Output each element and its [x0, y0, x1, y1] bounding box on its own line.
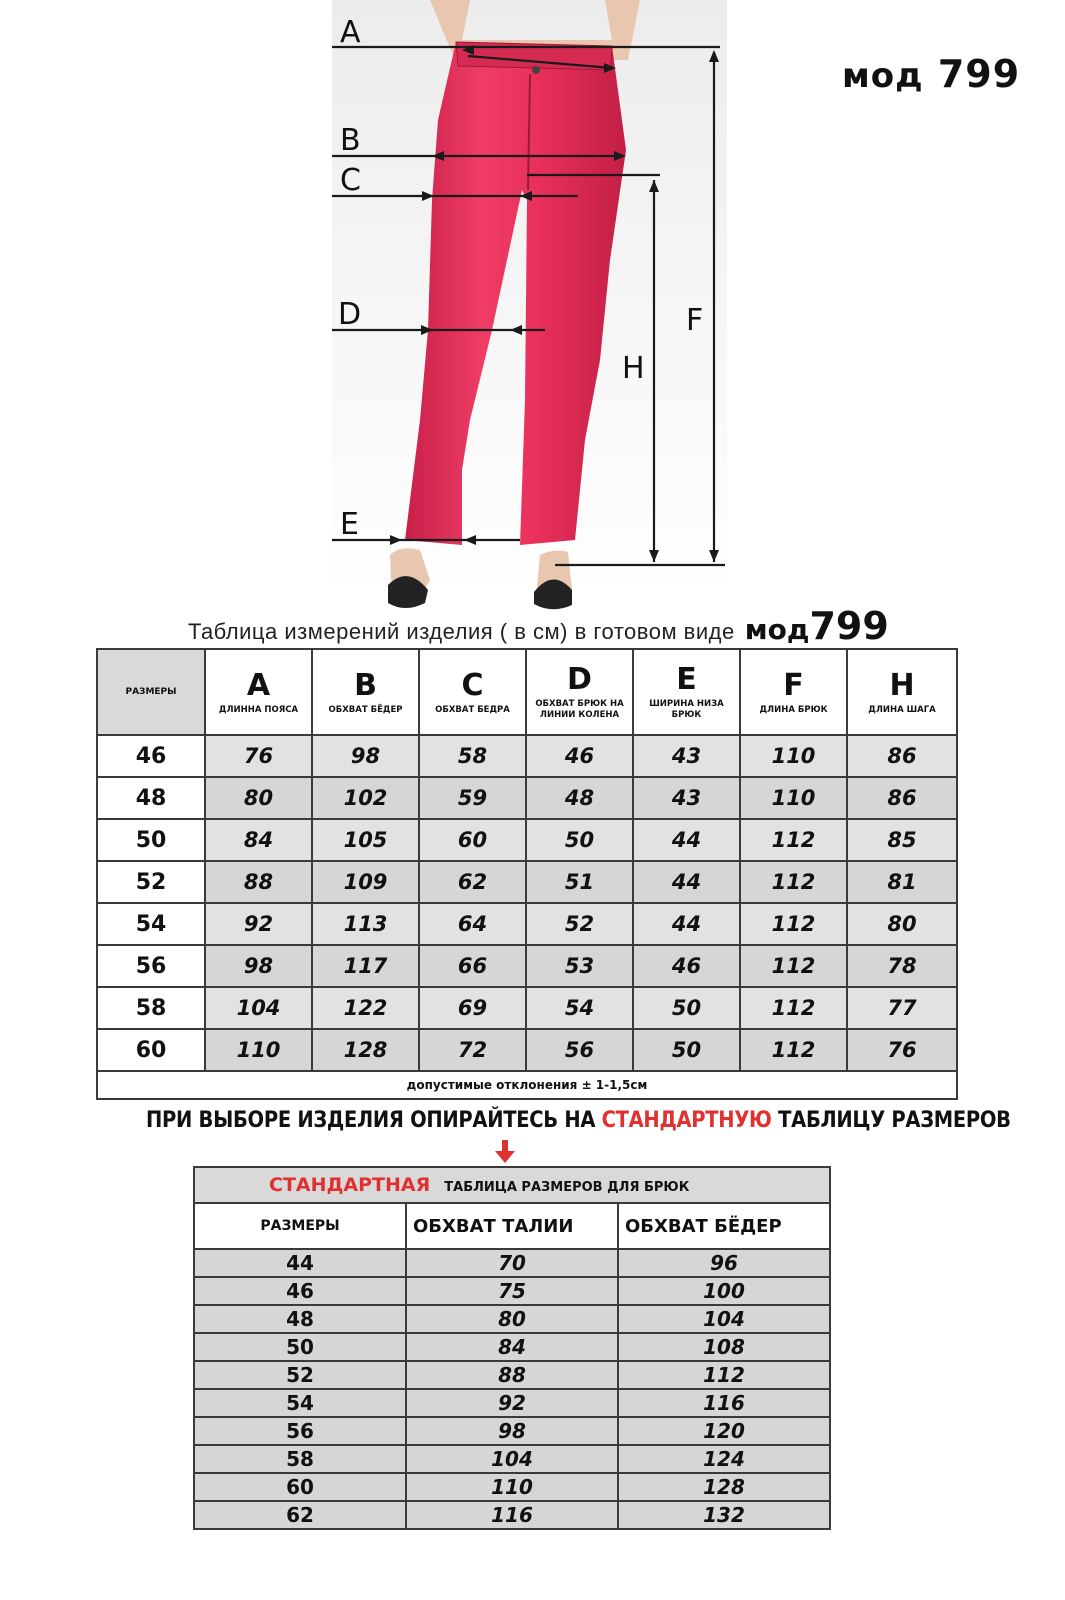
standard-table-title [194, 1167, 830, 1203]
column-header-h: H ДЛИНА ШАГА [847, 649, 957, 735]
table-row [194, 1389, 830, 1417]
std-hips-cell: 128 [618, 1473, 830, 1501]
size-cell: 56 [97, 945, 205, 987]
std-size-cell: 52 [194, 1361, 406, 1389]
notice-part-1: ПРИ ВЫБОРЕ ИЗДЕЛИЯ ОПИРАЙТЕСЬ НА [146, 1106, 602, 1133]
std-size-cell: 46 [194, 1277, 406, 1305]
value-cell: 52 [526, 903, 633, 945]
value-cell: 110 [205, 1029, 312, 1071]
measurement-header-row [97, 649, 957, 735]
std-hips-cell: 120 [618, 1417, 830, 1445]
table-row [194, 1333, 830, 1361]
model-prefix: мод [842, 56, 924, 96]
value-cell: 44 [633, 819, 740, 861]
std-waist-cell: 110 [406, 1473, 618, 1501]
column-header-a: A ДЛИННА ПОЯСА [205, 649, 312, 735]
value-cell: 66 [419, 945, 526, 987]
value-cell: 72 [419, 1029, 526, 1071]
value-cell: 54 [526, 987, 633, 1029]
column-header-d: D ОБХВАТ БРЮК НА ЛИНИИ КОЛЕНА [526, 649, 633, 735]
value-cell: 60 [419, 819, 526, 861]
value-cell: 56 [526, 1029, 633, 1071]
value-cell: 44 [633, 903, 740, 945]
value-cell: 112 [740, 861, 847, 903]
caption-number: 799 [809, 604, 889, 648]
waist-button [532, 66, 540, 74]
standard-title-highlight: СТАНДАРТНАЯ [269, 1174, 431, 1196]
model-code [842, 52, 1020, 96]
std-size-cell: 50 [194, 1333, 406, 1361]
table-row [194, 1501, 830, 1529]
tolerance-note: допустимые отклонения ± 1-1,5см [97, 1071, 957, 1099]
size-cell: 60 [97, 1029, 205, 1071]
value-cell: 109 [312, 861, 419, 903]
table-row [97, 1029, 957, 1071]
value-cell: 53 [526, 945, 633, 987]
size-cell: 50 [97, 819, 205, 861]
tolerance-row [97, 1071, 957, 1099]
label-f: F [686, 303, 704, 338]
table-row [97, 735, 957, 777]
std-size-cell: 62 [194, 1501, 406, 1529]
table-row [194, 1305, 830, 1333]
label-b: B [340, 123, 361, 158]
standard-size-table [193, 1166, 831, 1530]
value-cell: 80 [847, 903, 957, 945]
measurement-table-caption [188, 604, 1008, 648]
table-row [194, 1445, 830, 1473]
std-size-cell: 44 [194, 1249, 406, 1277]
standard-header-waist: ОБХВАТ ТАЛИИ [406, 1203, 618, 1249]
value-cell: 113 [312, 903, 419, 945]
value-cell: 85 [847, 819, 957, 861]
std-hips-cell: 124 [618, 1445, 830, 1473]
std-waist-cell: 104 [406, 1445, 618, 1473]
right-shoe [534, 551, 572, 610]
value-cell: 46 [633, 945, 740, 987]
value-cell: 78 [847, 945, 957, 987]
size-cell: 58 [97, 987, 205, 1029]
value-cell: 50 [633, 1029, 740, 1071]
std-waist-cell: 75 [406, 1277, 618, 1305]
value-cell: 43 [633, 735, 740, 777]
table-row [97, 777, 957, 819]
value-cell: 69 [419, 987, 526, 1029]
value-cell: 51 [526, 861, 633, 903]
value-cell: 86 [847, 777, 957, 819]
label-e: E [340, 507, 359, 542]
column-header-f: F ДЛИНА БРЮК [740, 649, 847, 735]
label-a: A [340, 15, 361, 50]
value-cell: 50 [526, 819, 633, 861]
measurement-table [96, 648, 958, 1100]
size-column-header: РАЗМЕРЫ [97, 649, 205, 735]
value-cell: 43 [633, 777, 740, 819]
table-row [194, 1473, 830, 1501]
standard-header-size: РАЗМЕРЫ [194, 1203, 406, 1249]
size-choice-notice [146, 1106, 1011, 1133]
std-hips-cell: 132 [618, 1501, 830, 1529]
value-cell: 112 [740, 987, 847, 1029]
value-cell: 102 [312, 777, 419, 819]
std-waist-cell: 80 [406, 1305, 618, 1333]
notice-part-2: ТАБЛИЦУ РАЗМЕРОВ [771, 1106, 1011, 1133]
value-cell: 128 [312, 1029, 419, 1071]
value-cell: 117 [312, 945, 419, 987]
model-number: 799 [937, 52, 1021, 96]
std-waist-cell: 84 [406, 1333, 618, 1361]
label-d: D [338, 297, 362, 332]
std-waist-cell: 116 [406, 1501, 618, 1529]
std-size-cell: 60 [194, 1473, 406, 1501]
std-hips-cell: 100 [618, 1277, 830, 1305]
size-cell: 52 [97, 861, 205, 903]
standard-title-rest: ТАБЛИЦА РАЗМЕРОВ ДЛЯ БРЮК [444, 1180, 690, 1195]
value-cell: 112 [740, 1029, 847, 1071]
table-row [194, 1249, 830, 1277]
std-size-cell: 54 [194, 1389, 406, 1417]
caption-mod: мод [744, 613, 810, 646]
table-row [97, 987, 957, 1029]
value-cell: 86 [847, 735, 957, 777]
value-cell: 46 [526, 735, 633, 777]
value-cell: 50 [633, 987, 740, 1029]
value-cell: 105 [312, 819, 419, 861]
table-row [97, 861, 957, 903]
std-size-cell: 58 [194, 1445, 406, 1473]
standard-table-title-row [194, 1167, 830, 1203]
table-row [194, 1361, 830, 1389]
std-hips-cell: 116 [618, 1389, 830, 1417]
value-cell: 112 [740, 903, 847, 945]
value-cell: 64 [419, 903, 526, 945]
table-row [97, 903, 957, 945]
value-cell: 81 [847, 861, 957, 903]
std-hips-cell: 104 [618, 1305, 830, 1333]
standard-table-header-row [194, 1203, 830, 1249]
value-cell: 84 [205, 819, 312, 861]
value-cell: 76 [847, 1029, 957, 1071]
value-cell: 92 [205, 903, 312, 945]
table-row [194, 1277, 830, 1305]
table-row [97, 945, 957, 987]
value-cell: 59 [419, 777, 526, 819]
table-row [97, 819, 957, 861]
standard-header-hips: ОБХВАТ БЁДЕР [618, 1203, 830, 1249]
std-waist-cell: 70 [406, 1249, 618, 1277]
value-cell: 110 [740, 777, 847, 819]
std-waist-cell: 92 [406, 1389, 618, 1417]
value-cell: 122 [312, 987, 419, 1029]
value-cell: 112 [740, 819, 847, 861]
value-cell: 80 [205, 777, 312, 819]
value-cell: 98 [205, 945, 312, 987]
size-cell: 48 [97, 777, 205, 819]
std-waist-cell: 88 [406, 1361, 618, 1389]
notice-highlight: СТАНДАРТНУЮ [601, 1106, 772, 1133]
column-header-c: C ОБХВАТ БЕДРА [419, 649, 526, 735]
std-waist-cell: 98 [406, 1417, 618, 1445]
value-cell: 76 [205, 735, 312, 777]
value-cell: 104 [205, 987, 312, 1029]
label-h: H [622, 351, 645, 386]
caption-text: Таблица измерений изделия ( в см) в готовом виде [188, 619, 735, 644]
value-cell: 48 [526, 777, 633, 819]
std-hips-cell: 112 [618, 1361, 830, 1389]
std-size-cell: 56 [194, 1417, 406, 1445]
size-cell: 46 [97, 735, 205, 777]
down-arrow-icon [495, 1140, 515, 1164]
std-hips-cell: 108 [618, 1333, 830, 1361]
value-cell: 110 [740, 735, 847, 777]
value-cell: 44 [633, 861, 740, 903]
value-cell: 58 [419, 735, 526, 777]
value-cell: 77 [847, 987, 957, 1029]
std-size-cell: 48 [194, 1305, 406, 1333]
label-c: C [340, 163, 361, 198]
size-cell: 54 [97, 903, 205, 945]
column-header-e: E ШИРИНА НИЗА БРЮК [633, 649, 740, 735]
column-header-b: B ОБХВАТ БЁДЕР [312, 649, 419, 735]
value-cell: 98 [312, 735, 419, 777]
std-hips-cell: 96 [618, 1249, 830, 1277]
value-cell: 62 [419, 861, 526, 903]
value-cell: 88 [205, 861, 312, 903]
value-cell: 112 [740, 945, 847, 987]
table-row [194, 1417, 830, 1445]
